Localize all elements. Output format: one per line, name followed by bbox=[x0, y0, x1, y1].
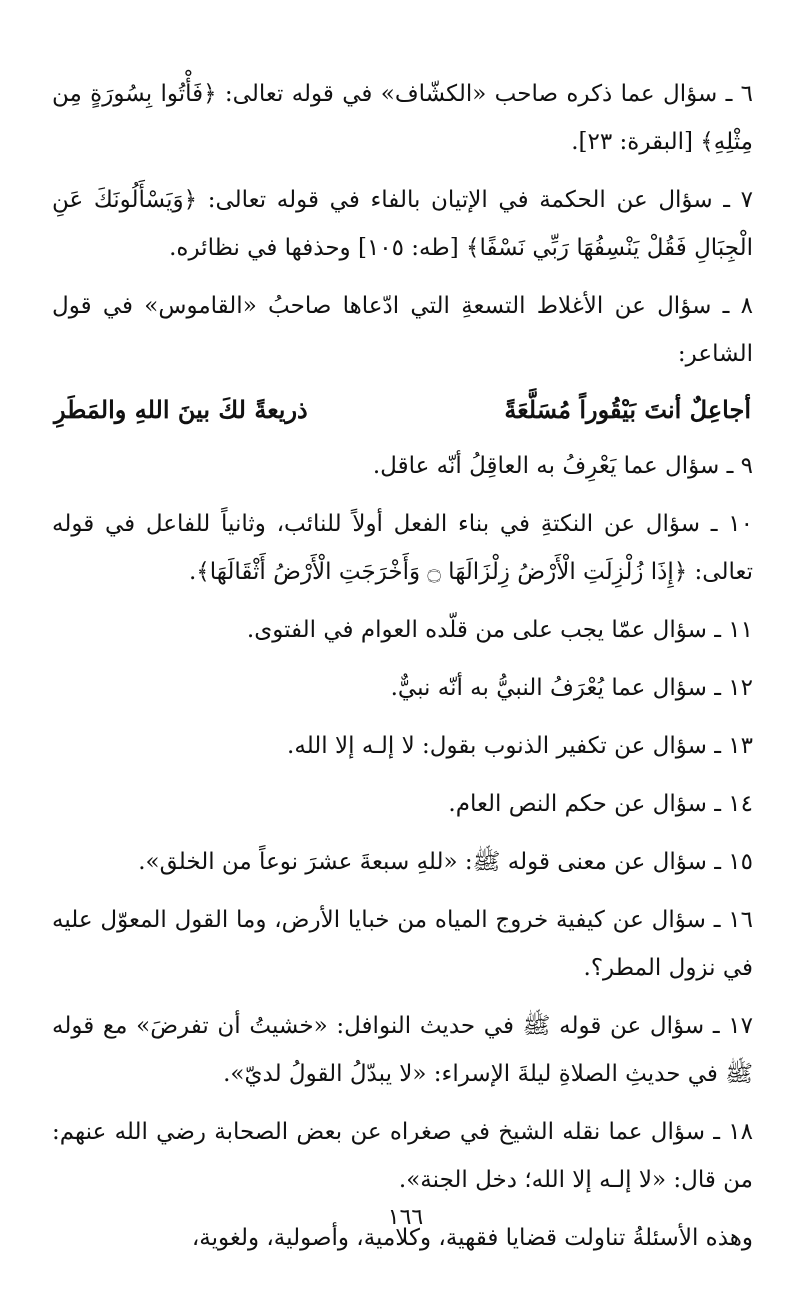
question-8: ٨ ـ سؤال عن الأغلاط التسعةِ التي ادّعاها صاحبُ «القاموس» في قول الشاعر: bbox=[52, 293, 753, 367]
question-17: ١٧ ـ سؤال عن قوله ﷺ في حديث النوافل: «خشيتُ أن تفرضَ» مع قوله ﷺ في حديثِ الصلاةِ ليلةَ الإسراء: «لا يبدّلُ القولُ لديّ». bbox=[52, 1013, 753, 1087]
question-6: ٦ ـ سؤال عما ذكره صاحب «الكشّاف» في قوله تعالى: ﴿فَأْتُوا بِسُورَةٍ مِن مِثْلِهِ﴾ [البقرة: ٢٣]. bbox=[52, 81, 753, 155]
verse-second-hemistich: ذريعةً لكَ بينَ اللهِ والمَطَرِ bbox=[54, 395, 308, 424]
poetry-verse bbox=[52, 388, 753, 432]
question-18: ١٨ ـ سؤال عما نقله الشيخ في صغراه عن بعض الصحابة رضي الله عنهم: من قال: «لا إلـه إلا الله؛ دخل الجنة». bbox=[52, 1119, 753, 1193]
closing-paragraph: وهذه الأسئلةُ تناولت قضايا فقهية، وكلامية، وأصولية، ولغوية، bbox=[191, 1225, 753, 1251]
question-11: ١١ ـ سؤال عمّا يجب على من قلّده العوام في الفتوى. bbox=[246, 617, 753, 643]
page-number: ١٦٦ bbox=[387, 1205, 424, 1230]
question-12: ١٢ ـ سؤال عما يُعْرَفُ النبيُّ به أنّه نبيٌّ. bbox=[390, 675, 753, 701]
page-body bbox=[52, 70, 753, 1272]
question-7: ٧ ـ سؤال عن الحكمة في الإتيان بالفاء في قوله تعالى: ﴿وَيَسْأَلُونَكَ عَنِ الْجِبَالِ فَقُلْ يَنْسِفُهَا رَبِّي نَسْفًا﴾ [طه: ١٠٥] وحذفها في نظائره. bbox=[52, 187, 753, 261]
question-14: ١٤ ـ سؤال عن حكم النص العام. bbox=[448, 791, 753, 817]
question-9: ٩ ـ سؤال عما يَعْرِفُ به العاقِلُ أنّه عاقل. bbox=[372, 453, 753, 479]
question-16: ١٦ ـ سؤال عن كيفية خروج المياه من خبايا الأرض، وما القول المعوّل عليه في نزول المطر؟. bbox=[52, 907, 753, 981]
verse-first-hemistich: أجاعِلٌ أنتَ بَيْقُوراً مُسَلَّعَةً bbox=[504, 395, 751, 424]
question-15: ١٥ ـ سؤال عن معنى قوله ﷺ: «للهِ سبعةَ عشرَ نوعاً من الخلق». bbox=[138, 849, 753, 875]
question-10: ١٠ ـ سؤال عن النكتةِ في بناء الفعل أولاً للنائب، وثانياً للفاعل في قوله تعالى: ﴿إِذَا زُلْزِلَتِ الْأَرْضُ زِلْزَالَهَا ۝ وَأَخْرَجَتِ الْأَرْضُ أَثْقَالَهَا﴾. bbox=[52, 511, 753, 585]
question-13: ١٣ ـ سؤال عن تكفير الذنوب بقول: لا إلـه إلا الله. bbox=[287, 733, 753, 759]
